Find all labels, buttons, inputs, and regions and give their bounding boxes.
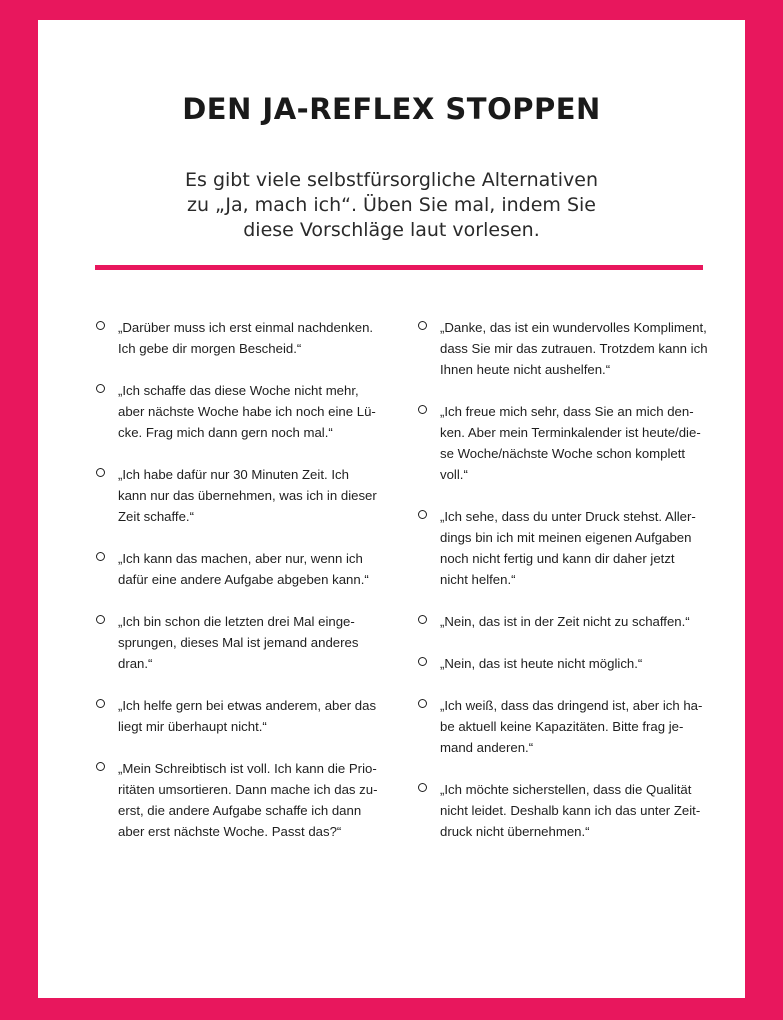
suggestion-text-line: cke. Frag mich dann gern noch mal.“ xyxy=(118,425,333,440)
suggestion-text-line: mand anderen.“ xyxy=(440,740,534,755)
suggestion-text-line: „Ich schaffe das diese Woche nicht mehr, xyxy=(118,383,359,398)
suggestion-text-line: „Mein Schreibtisch ist voll. Ich kann die Prio- xyxy=(118,761,377,776)
suggestion-text-line: ken. Aber mein Terminkalender ist heute/die- xyxy=(440,425,701,440)
circle-bullet-icon xyxy=(96,552,105,561)
suggestion-text-line: „Ich weiß, dass das dringend ist, aber ich ha- xyxy=(440,698,703,713)
suggestion-text-line: „Ich bin schon die letzten drei Mal einge- xyxy=(118,614,355,629)
page-title: DEN JA-REFLEX STOPPEN xyxy=(182,92,601,126)
circle-bullet-icon xyxy=(418,321,427,330)
suggestion-text-line: erst, die andere Aufgabe schaffe ich dann xyxy=(118,803,362,818)
suggestion-text-line: „Ich kann das machen, aber nur, wenn ich xyxy=(118,551,363,566)
suggestion-item xyxy=(96,695,386,737)
suggestion-item xyxy=(418,653,703,674)
suggestion-text-line: „Ich möchte sicherstellen, dass die Qualität xyxy=(440,782,692,797)
intro-line: zu „Ja, mach ich“. Üben Sie mal, indem Sie xyxy=(187,194,596,216)
suggestion-text-line: liegt mir überhaupt nicht.“ xyxy=(118,719,267,734)
left-suggestion-list xyxy=(96,317,386,863)
suggestion-item xyxy=(418,506,703,590)
intro-text xyxy=(128,168,655,243)
circle-bullet-icon xyxy=(96,468,105,477)
intro-line: Es gibt viele selbstfürsorgliche Alternativen xyxy=(185,169,598,191)
circle-bullet-icon xyxy=(96,615,105,624)
intro-line: diese Vorschläge laut vorlesen. xyxy=(243,219,540,241)
suggestion-text-line: dafür eine andere Aufgabe abgeben kann.“ xyxy=(118,572,369,587)
suggestion-text-line: be aktuell keine Kapazitäten. Bitte frag je- xyxy=(440,719,684,734)
worksheet-page xyxy=(38,20,745,998)
circle-bullet-icon xyxy=(96,384,105,393)
circle-bullet-icon xyxy=(418,510,427,519)
suggestion-item xyxy=(96,317,386,359)
circle-bullet-icon xyxy=(418,783,427,792)
suggestion-text-line: Zeit schaffe.“ xyxy=(118,509,194,524)
suggestion-text-line: ritäten umsortieren. Dann mache ich das zu- xyxy=(118,782,378,797)
suggestion-item xyxy=(96,548,386,590)
suggestion-item xyxy=(418,611,703,632)
circle-bullet-icon xyxy=(418,615,427,624)
suggestion-text-line: aber erst nächste Woche. Passt das?“ xyxy=(118,824,342,839)
suggestion-text-line: Ihnen heute nicht aushelfen.“ xyxy=(440,362,611,377)
circle-bullet-icon xyxy=(418,657,427,666)
suggestion-text-line: Ich gebe dir morgen Bescheid.“ xyxy=(118,341,302,356)
suggestion-text-line: noch nicht fertig und kann dir daher jetzt xyxy=(440,551,675,566)
accent-divider xyxy=(95,265,703,270)
suggestion-item xyxy=(418,695,703,758)
suggestion-text-line: „Danke, das ist ein wundervolles Kompliment, xyxy=(440,320,707,335)
suggestion-item xyxy=(96,380,386,443)
circle-bullet-icon xyxy=(418,699,427,708)
suggestion-item xyxy=(418,779,703,842)
suggestion-text-line: dran.“ xyxy=(118,656,153,671)
suggestion-text-line: druck nicht übernehmen.“ xyxy=(440,824,590,839)
suggestion-text-line: se Woche/nächste Woche schon komplett xyxy=(440,446,686,461)
suggestion-text-line: nicht helfen.“ xyxy=(440,572,516,587)
suggestion-item xyxy=(96,611,386,674)
suggestion-text-line: „Ich habe dafür nur 30 Minuten Zeit. Ich xyxy=(118,467,349,482)
suggestion-item xyxy=(96,464,386,527)
circle-bullet-icon xyxy=(96,321,105,330)
suggestion-text-line: nicht leidet. Deshalb kann ich das unter Zeit- xyxy=(440,803,701,818)
right-suggestion-list xyxy=(418,317,708,863)
circle-bullet-icon xyxy=(418,405,427,414)
suggestion-item xyxy=(418,317,708,380)
suggestion-text-line: dings bin ich mit meinen eigenen Aufgaben xyxy=(440,530,692,545)
suggestion-text-line: dass Sie mir das zutrauen. Trotzdem kann ich xyxy=(440,341,708,356)
suggestion-text-line: aber nächste Woche habe ich noch eine Lü- xyxy=(118,404,376,419)
suggestion-text-line: „Darüber muss ich erst einmal nachdenken. xyxy=(118,320,374,335)
suggestion-text-line: sprungen, dieses Mal ist jemand anderes xyxy=(118,635,359,650)
suggestion-text-line: „Nein, das ist heute nicht möglich.“ xyxy=(440,656,643,671)
suggestion-text-line: „Ich sehe, dass du unter Druck stehst. Aller- xyxy=(440,509,696,524)
suggestion-item xyxy=(418,401,703,485)
suggestion-text-line: „Ich helfe gern bei etwas anderem, aber das xyxy=(118,698,377,713)
circle-bullet-icon xyxy=(96,699,105,708)
suggestion-text-line: „Nein, das ist in der Zeit nicht zu schaffen.“ xyxy=(440,614,690,629)
suggestion-item xyxy=(96,758,386,842)
suggestion-text-line: „Ich freue mich sehr, dass Sie an mich den- xyxy=(440,404,694,419)
circle-bullet-icon xyxy=(96,762,105,771)
suggestion-text-line: kann nur das übernehmen, was ich in dieser xyxy=(118,488,377,503)
suggestion-text-line: voll.“ xyxy=(440,467,468,482)
